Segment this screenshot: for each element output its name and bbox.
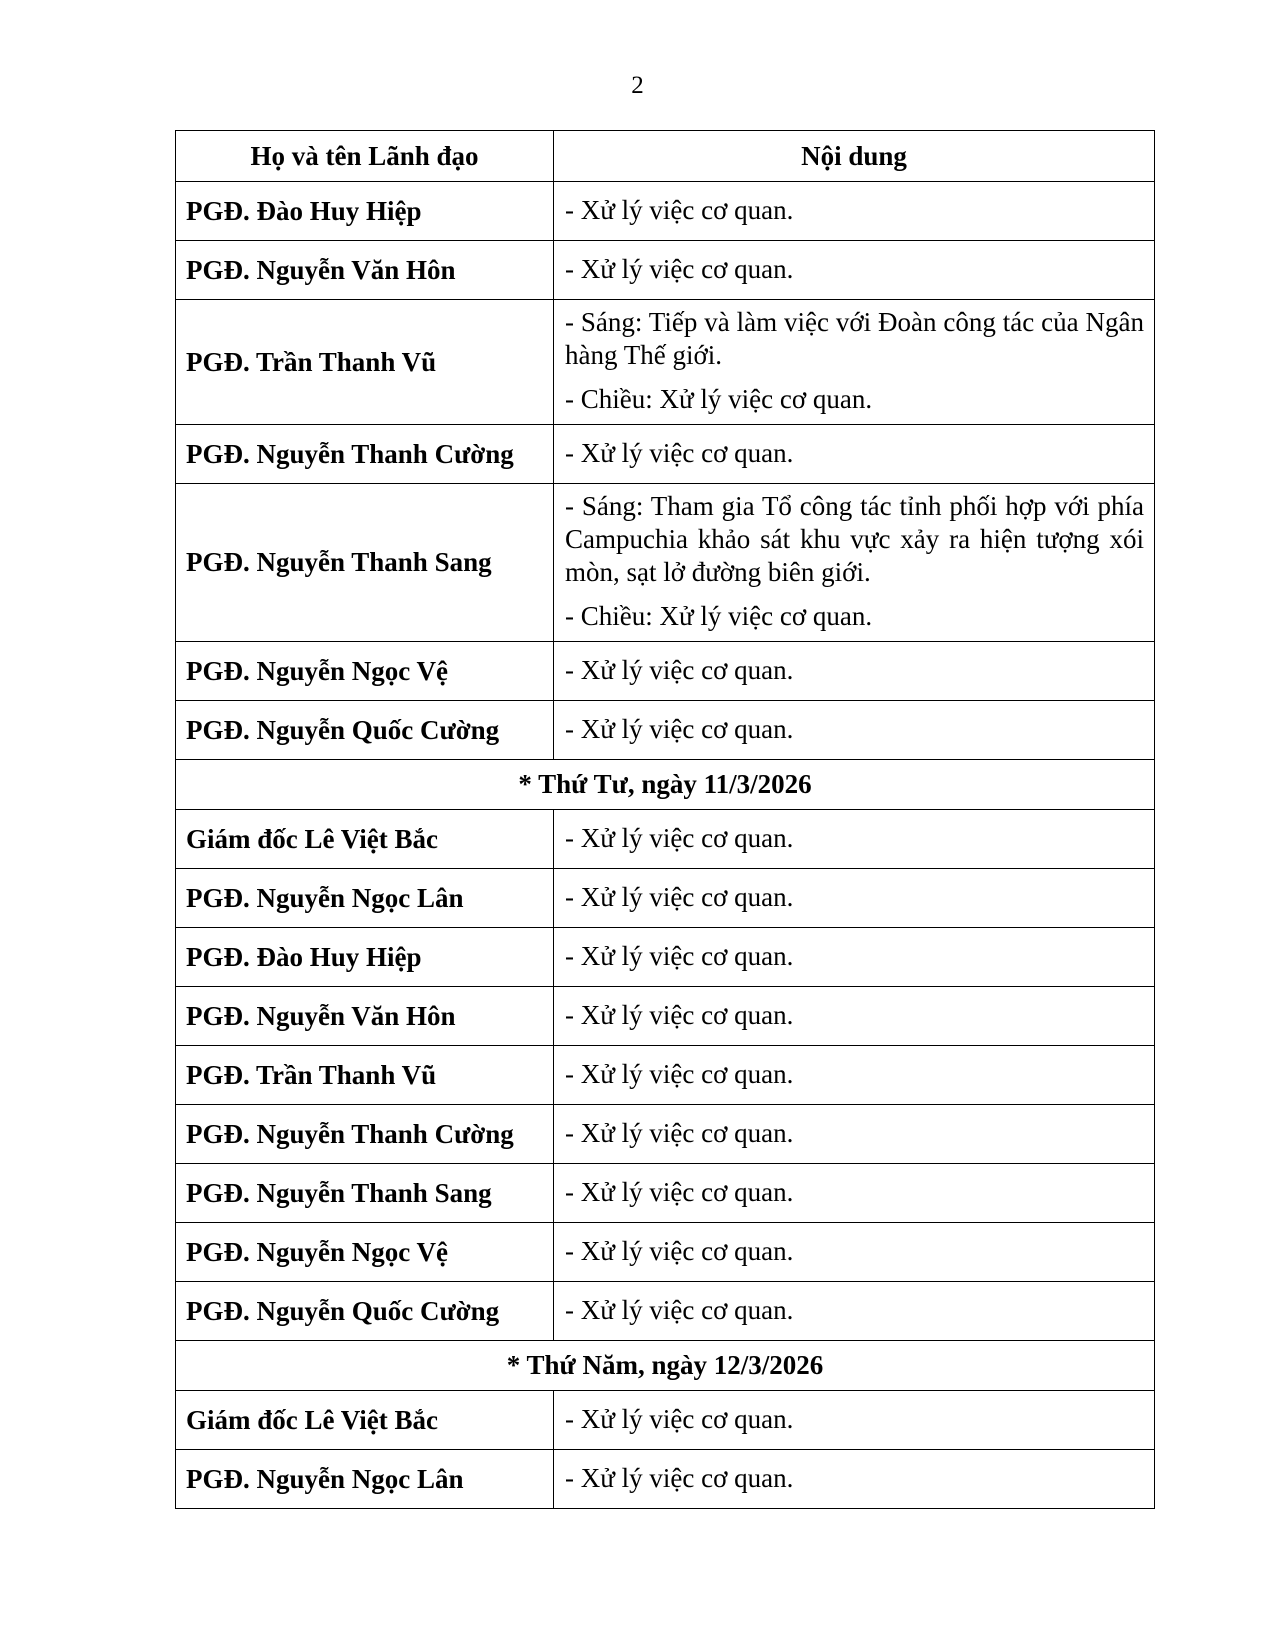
task-line: - Xử lý việc cơ quan. [565, 1058, 794, 1089]
task-content [554, 642, 1155, 701]
leader-name: PGĐ. Nguyễn Ngọc Lân [176, 1450, 554, 1509]
task-content [554, 810, 1155, 869]
task-line: - Chiều: Xử lý việc cơ quan. [565, 601, 873, 631]
task-content [554, 1046, 1155, 1105]
task-line: - Xử lý việc cơ quan. [565, 881, 794, 912]
task-line: - Xử lý việc cơ quan. [565, 194, 794, 225]
table-row [176, 810, 1155, 869]
table-row [176, 241, 1155, 300]
leader-name: PGĐ. Nguyễn Ngọc Vệ [176, 1223, 554, 1282]
task-line: - Xử lý việc cơ quan. [565, 1462, 794, 1493]
table-row [176, 1105, 1155, 1164]
table-header-row [176, 131, 1155, 182]
task-line: - Sáng: Tham gia Tổ công tác tỉnh phối hợp với phía Campuchia khảo sát khu vực xảy ra hiện tượng xói mòn, sạt lở đường biên giới. [565, 491, 1144, 587]
leader-name: PGĐ. Nguyễn Thanh Sang [176, 1164, 554, 1223]
task-content [554, 182, 1155, 241]
task-line: - Xử lý việc cơ quan. [565, 999, 794, 1030]
leadership-schedule-table [175, 130, 1155, 1509]
leader-name: PGĐ. Nguyễn Thanh Cường [176, 425, 554, 484]
leader-name: PGĐ. Trần Thanh Vũ [176, 1046, 554, 1105]
table-row [176, 1164, 1155, 1223]
task-line: - Xử lý việc cơ quan. [565, 437, 794, 468]
table-row [176, 1223, 1155, 1282]
task-line: - Xử lý việc cơ quan. [565, 713, 794, 744]
leader-name: PGĐ. Nguyễn Thanh Cường [176, 1105, 554, 1164]
content-column-header: Nội dung [554, 131, 1155, 182]
leader-name: PGĐ. Đào Huy Hiệp [176, 182, 554, 241]
task-content [554, 300, 1155, 425]
table-row [176, 701, 1155, 760]
table-row [176, 869, 1155, 928]
task-line: - Xử lý việc cơ quan. [565, 1176, 794, 1207]
day-heading-row [176, 1341, 1155, 1391]
task-content [554, 1164, 1155, 1223]
day-heading-row [176, 760, 1155, 810]
leader-name: PGĐ. Nguyễn Văn Hôn [176, 241, 554, 300]
table-row [176, 1046, 1155, 1105]
task-content [554, 701, 1155, 760]
task-content [554, 241, 1155, 300]
leader-name: PGĐ. Nguyễn Ngọc Vệ [176, 642, 554, 701]
leader-name: PGĐ. Nguyễn Quốc Cường [176, 1282, 554, 1341]
table-row [176, 182, 1155, 241]
table-row [176, 1391, 1155, 1450]
task-line: - Xử lý việc cơ quan. [565, 822, 794, 853]
table-row [176, 300, 1155, 425]
leader-name: PGĐ. Trần Thanh Vũ [176, 300, 554, 425]
task-line: - Chiều: Xử lý việc cơ quan. [565, 384, 873, 414]
page-number: 2 [631, 72, 644, 99]
leader-name: PGĐ. Nguyễn Ngọc Lân [176, 869, 554, 928]
day-heading: * Thứ Năm, ngày 12/3/2026 [176, 1341, 1155, 1391]
day-heading: * Thứ Tư, ngày 11/3/2026 [176, 760, 1155, 810]
task-line: - Xử lý việc cơ quan. [565, 1294, 794, 1325]
table-row [176, 484, 1155, 642]
leader-name: Giám đốc Lê Việt Bắc [176, 1391, 554, 1450]
leader-name: PGĐ. Đào Huy Hiệp [176, 928, 554, 987]
table-row [176, 1282, 1155, 1341]
table-row [176, 928, 1155, 987]
task-content [554, 928, 1155, 987]
leader-name: PGĐ. Nguyễn Quốc Cường [176, 701, 554, 760]
leader-name: PGĐ. Nguyễn Văn Hôn [176, 987, 554, 1046]
task-content [554, 987, 1155, 1046]
task-content [554, 1282, 1155, 1341]
leader-name: PGĐ. Nguyễn Thanh Sang [176, 484, 554, 642]
task-line: - Xử lý việc cơ quan. [565, 1235, 794, 1266]
task-line: - Sáng: Tiếp và làm việc với Đoàn công tác của Ngân hàng Thế giới. [565, 307, 1144, 370]
task-content [554, 484, 1155, 642]
task-content [554, 1450, 1155, 1509]
task-content [554, 425, 1155, 484]
table-row [176, 987, 1155, 1046]
task-content [554, 869, 1155, 928]
leader-name: Giám đốc Lê Việt Bắc [176, 810, 554, 869]
name-column-header: Họ và tên Lãnh đạo [176, 131, 554, 182]
task-content [554, 1105, 1155, 1164]
task-line: - Xử lý việc cơ quan. [565, 654, 794, 685]
table-row [176, 642, 1155, 701]
task-content [554, 1391, 1155, 1450]
task-line: - Xử lý việc cơ quan. [565, 253, 794, 284]
schedule-body [176, 182, 1155, 1509]
task-line: - Xử lý việc cơ quan. [565, 1403, 794, 1434]
table-row [176, 1450, 1155, 1509]
task-line: - Xử lý việc cơ quan. [565, 940, 794, 971]
table-row [176, 425, 1155, 484]
task-content [554, 1223, 1155, 1282]
task-line: - Xử lý việc cơ quan. [565, 1117, 794, 1148]
